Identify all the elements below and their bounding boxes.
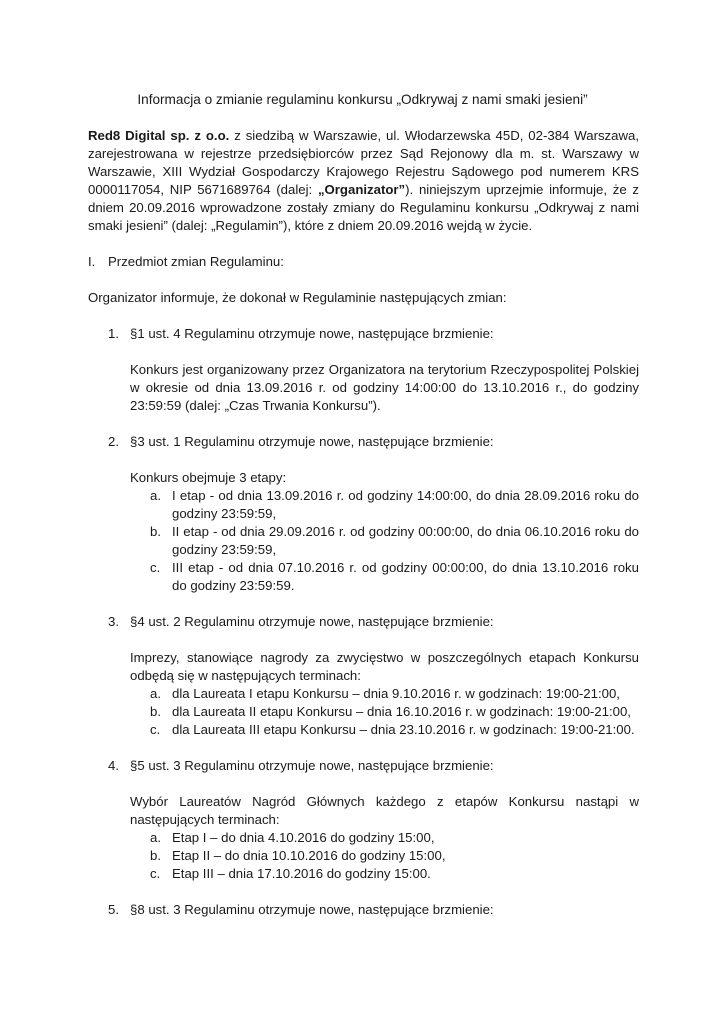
item-number: 3. [108,614,119,629]
intro-line-3: Warszawie, XIII Wydział Gospodarczy Krajowego Rejestru Sądowego pod numerem KRS [88,164,639,179]
item-number: 1. [108,326,119,341]
intro-line-5: dniem 20.09.2016 wprowadzone zostały zmiany do Regulaminu konkursu „Odkrywaj z nami [88,200,639,215]
sub-item-line: dla Laureata II etapu Konkursu – dnia 16.10.2016 r. w godzinach: 19:00-21:00, [172,704,631,719]
lead-text: Organizator informuje, że dokonał w Regulaminie następujących zmian: [88,290,507,305]
document-title: Informacja o zmianie regulaminu konkursu „Odkrywaj z nami smaki jesieni” [137,92,588,107]
organizer-term: „Organizator” [317,182,406,197]
item-number: 4. [108,758,119,773]
sub-letter: b. [150,848,161,863]
sub-letter: a. [150,686,161,701]
sub-item-line: do godziny 23:59:59. [172,578,295,593]
sub-item-line: II etap - od dnia 29.09.2016 r. od godziny 00:00:00, do dnia 06.10.2016 roku do [172,524,639,539]
sub-letter: b. [150,524,161,539]
company-name: Red8 Digital sp. z o.o. [88,128,230,143]
section-number: I. [88,254,96,269]
item-number: 2. [108,434,119,449]
sub-letter: c. [150,722,161,737]
item-heading: §8 ust. 3 Regulaminu otrzymuje nowe, następujące brzmienie: [130,902,494,917]
item-body-line: w okresie od dnia 13.09.2016 r. od godziny 14:00:00 do 13.10.2016 r., do godziny [130,380,639,395]
sub-item-line: III etap - od dnia 07.10.2016 r. od godziny 00:00:00, do dnia 13.10.2016 roku [172,560,639,575]
sub-letter: a. [150,830,161,845]
sub-item-line: Etap III – dnia 17.10.2016 do godziny 15:00. [172,866,431,881]
intro-line-1: Red8 Digital sp. z o.o. z siedzibą w Warszawie, ul. Włodarzewska 45D, 02-384 Warszawa, [88,128,639,143]
intro-line-4: 0000117054, NIP 5671689764 (dalej: „Organizator”). niniejszym uprzejmie informuje, że z [88,182,639,197]
item-body-line: Konkurs jest organizowany przez Organizatora na terytorium Rzeczypospolitej Polskiej [130,362,639,377]
item-heading: §5 ust. 3 Regulaminu otrzymuje nowe, następujące brzmienie: [130,758,494,773]
sub-letter: a. [150,488,161,503]
sub-letter: b. [150,704,161,719]
item-heading: §1 ust. 4 Regulaminu otrzymuje nowe, następujące brzmienie: [130,326,494,341]
item-heading: §4 ust. 2 Regulaminu otrzymuje nowe, następujące brzmienie: [130,614,494,629]
sub-item-line: godziny 23:59:59, [172,506,277,521]
sub-item-line: Etap I – do dnia 4.10.2016 do godziny 15:00, [172,830,435,845]
section-label: Przedmiot zmian Regulaminu: [108,254,284,269]
item-number: 5. [108,902,119,917]
item-body-line: 23:59:59 (dalej: „Czas Trwania Konkursu”). [130,398,381,413]
sub-item-line: godziny 23:59:59, [172,542,277,557]
sub-letter: c. [150,560,161,575]
item-lead: Wybór Laureatów Nagród Głównych każdego z etapów Konkursu nastąpi w [130,794,639,809]
intro-line-6: smaki jesieni” (dalej: „Regulamin”), które z dniem 20.09.2016 wejdą w życie. [88,218,533,233]
sub-item-line: dla Laureata III etapu Konkursu – dnia 23.10.2016 r. w godzinach: 19:00-21:00. [172,722,635,737]
item-lead: Imprezy, stanowiące nagrody za zwycięstwo w poszczególnych etapach Konkursu [130,650,639,665]
sub-item-line: dla Laureata I etapu Konkursu – dnia 9.10.2016 r. w godzinach: 19:00-21:00, [172,686,620,701]
item-heading: §3 ust. 1 Regulaminu otrzymuje nowe, następujące brzmienie: [130,434,494,449]
item-lead: odbędą się w następujących terminach: [130,668,361,683]
item-lead: Konkurs obejmuje 3 etapy: [130,470,287,485]
sub-letter: c. [150,866,161,881]
intro-line-2: zarejestrowana w rejestrze przedsiębiorców przez Sąd Rejonowy dla m. st. Warszawy w [88,146,639,161]
sub-item-line: Etap II – do dnia 10.10.2016 do godziny 15:00, [172,848,446,863]
sub-item-line: I etap - od dnia 13.09.2016 r. od godziny 14:00:00, do dnia 28.09.2016 roku do [172,488,639,503]
item-lead: następujących terminach: [130,812,280,827]
